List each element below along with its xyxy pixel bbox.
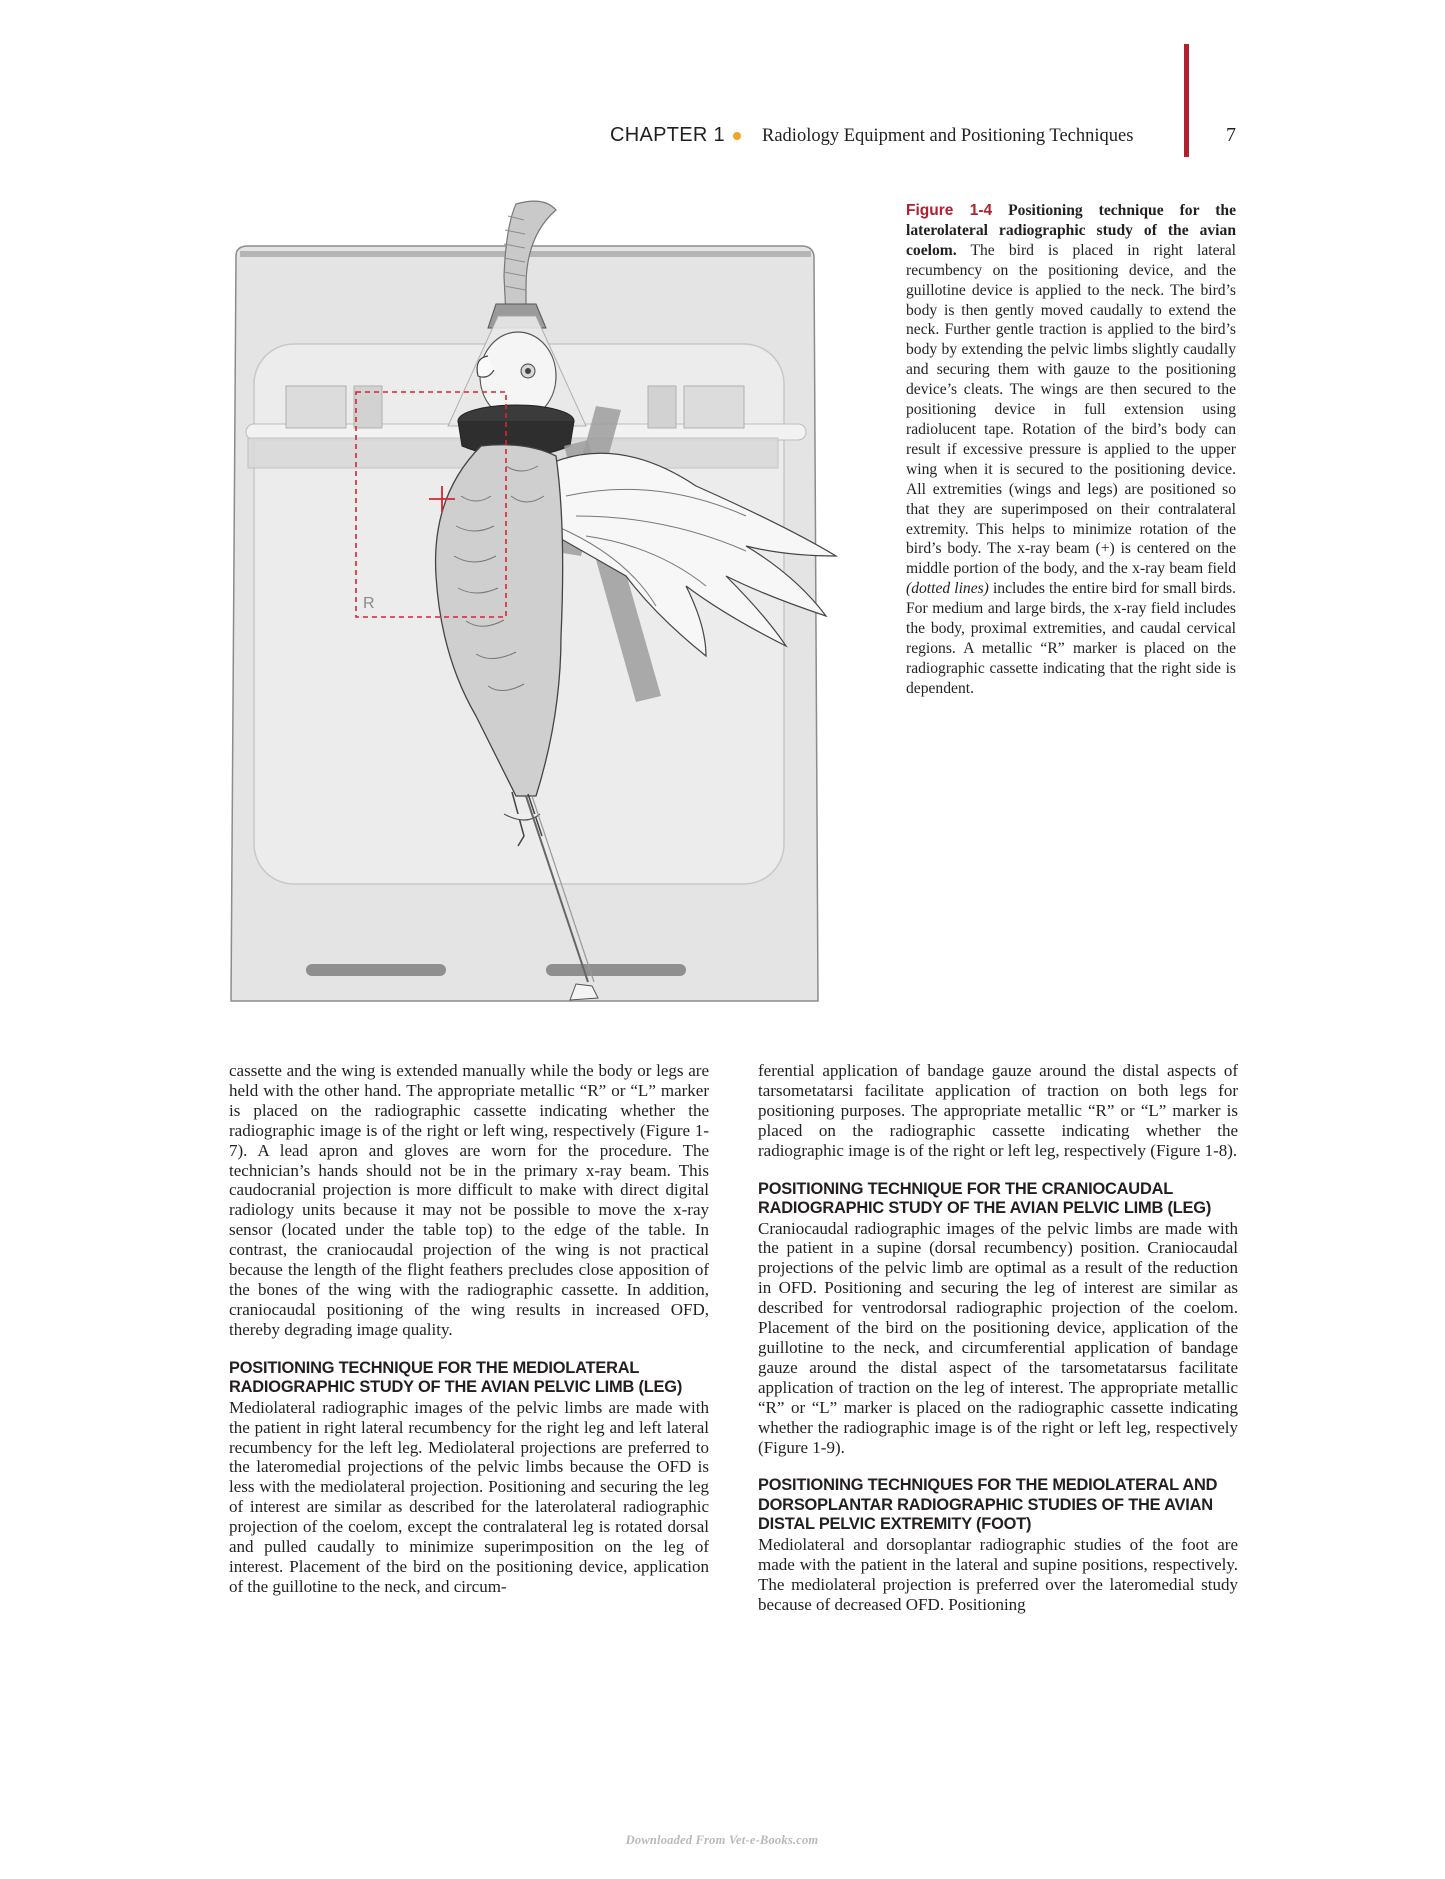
section-heading: POSITIONING TECHNIQUES FOR THE MEDIOLATERAL AND DORSOPLANTAR RADIOGRAPHIC STUDIES OF THE AVIAN DISTAL PELVIC EXTREMITY (FOOT) [758,1476,1218,1534]
cleat-left-outer [286,386,346,428]
caption-text: The bird is placed in right lateral recumbency on the positioning device, and the guillotine device is applied to the neck. The bird’s body is then gently moved caudally to extend the neck. Further gentle traction is applied to the bird’s body by extending the pelvic limbs slightly caudally and securing them with gauze to the positioning device’s cleats. The wings are then secured to the positioning device in full extension using radiolucent tape. Rotation of the bird’s body can result if excessive pressure is applied to the upper wing when it is secured to the positioning device. All extremities (wings and legs) are positioned so that they are superimposed on their contralateral extremity. This helps to minimize rotation of the bird’s body. The x-ray beam (+) is centered on the middle portion of the body, and the x-ray beam field [906,241,1236,578]
section-heading: POSITIONING TECHNIQUE FOR THE MEDIOLATERAL RADIOGRAPHIC STUDY OF THE AVIAN PELVIC LIMB (LEG) [229,1358,683,1397]
chapter-title: Radiology Equipment and Positioning Techniques [762,126,1134,146]
positioning-device-drawing [226,196,866,1016]
body-paragraph: Mediolateral radiographic images of the pelvic limbs are made with the patient in right lateral recumbency for the right leg and left lateral recumbency for the left leg. Mediolateral projections are preferred to the lateromedial projections of the pelvic limbs because the OFD is less with the mediolateral projection. Positioning and securing the leg of interest are similar as described for the laterolateral radiographic projection of the coelom, except the contralateral leg is rotated dorsal and pulled caudally to minimize superimposition on the leg of interest. Placement of the bird on the positioning device, application of the guillotine to the neck, and circum- [229,1397,709,1596]
figure-number: Figure 1-4 [906,202,993,219]
caption-italic: (dotted lines) [906,580,989,598]
figure-title: Positioning technique for the laterolateral radiographic study of the avian coelom. [906,202,1236,259]
left-column [229,1061,709,1597]
page-number: 7 [1226,124,1236,146]
caption-text-continued: includes the entire bird for small birds. For medium and large birds, the x-ray field includes the body, proximal extremities, and caudal cervical regions. A metallic “R” marker is placed on the radiographic cassette indicating that the right side is dependent. [906,580,1236,697]
header-divider [1184,44,1189,157]
header-bullet [733,132,741,140]
right-column [758,1061,1238,1615]
download-watermark: Downloaded From Vet-e-Books.com [625,1833,819,1847]
cleat-right-inner [648,386,676,428]
body-paragraph: ferential application of bandage gauze around the distal aspects of tarsometatarsi facilitate application of traction on both legs for positioning purposes. The appropriate metallic “R” or “L” marker is placed on the radiographic cassette indicating whether the radiographic image is of the right or left leg, respectively (Figure 1-8). [758,1061,1238,1160]
body-paragraph: Mediolateral and dorsoplantar radiographic studies of the foot are made with the patient in the lateral and supine positions, respectively. The mediolateral projection is preferred over the lateromedial study because of decreased OFD. Positioning [758,1534,1238,1614]
section-heading: POSITIONING TECHNIQUE FOR THE CRANIOCAUDAL RADIOGRAPHIC STUDY OF THE AVIAN PELVIC LIMB (LEG) [758,1179,1212,1218]
figure-caption [906,201,1236,699]
slot-left [306,964,446,976]
r-marker: R [363,595,375,612]
figure-illustration [226,196,866,1016]
chapter-label: CHAPTER 1 [610,124,725,146]
body-paragraph: cassette and the wing is extended manually while the body or legs are held with the other hand. The appropriate metallic “R” or “L” marker is placed on the radiographic cassette indicating whether the radiographic image is of the right or left wing, respectively (Figure 1-7). A lead apron and gloves are worn for the procedure. The technician’s hands should not be in the primary x-ray beam. This caudocranial projection is more difficult to make with direct digital radiology units because it may not be possible to move the x-ray sensor (located under the table top) to the edge of the table. In contrast, the craniocaudal projection of the wing is not practical because the length of the flight feathers precludes close apposition of the bones of the wing with the radiographic cassette. In addition, craniocaudal positioning of the wing results in increased OFD, thereby degrading image quality. [229,1061,709,1339]
cleat-right-outer [684,386,744,428]
slot-right [546,964,686,976]
body-paragraph: Craniocaudal radiographic images of the pelvic limbs are made with the patient in a supine (dorsal recumbency) position. Craniocaudal projections of the pelvic limb are optimal as a result of the reduction in OFD. Positioning and securing the leg of interest are similar as described for ventrodorsal radiographic projection of the coelom. Placement of the bird on the positioning device, application of the guillotine to the neck, and circumferential application of bandage gauze around the distal aspect of the tarsometatarsus facilitate application of traction on the leg of interest. The appropriate metallic “R” or “L” marker is placed on the radiographic cassette indicating whether the radiographic image is of the right or left leg, respectively (Figure 1-9). [758,1218,1238,1457]
